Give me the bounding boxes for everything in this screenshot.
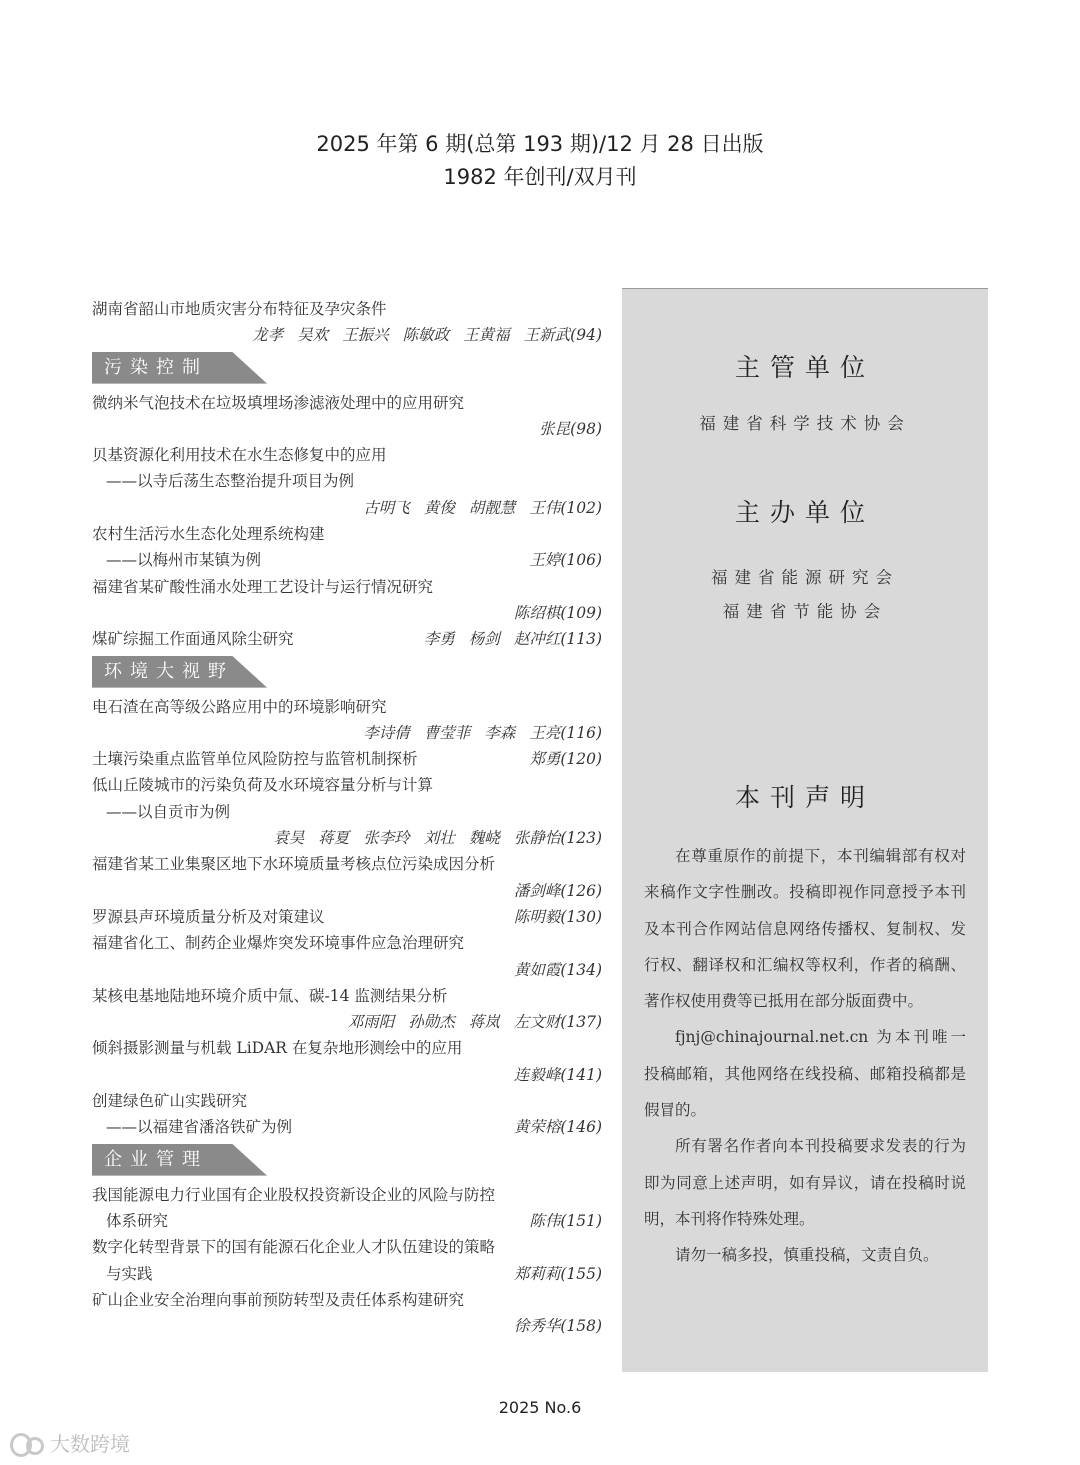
article-title: 倾斜摄影测量与机载 LiDAR 在复杂地形测绘中的应用 — [92, 1039, 463, 1058]
toc-entry[interactable] — [92, 296, 602, 349]
author-name: 蒋夏 — [318, 829, 350, 848]
toc-entry[interactable] — [92, 1088, 602, 1141]
article-title: 我国能源电力行业国有企业股权投资新设企业的风险与防控 — [92, 1185, 496, 1204]
watermark-logo-icon — [8, 1429, 46, 1457]
founding-line: 1982 年创刊/双月刊 — [443, 165, 637, 189]
author-name: 孙勋杰 — [408, 1013, 455, 1032]
notice-paragraph: fjnj@chinajournal.net.cn 为本刊唯一投稿邮箱，其他网络在线投稿、邮箱投稿都是假冒的。 — [644, 1028, 966, 1120]
article-title-continued: 体系研究 — [106, 1211, 169, 1230]
article-authors — [514, 1114, 602, 1140]
section-title: 企业管理 — [104, 1148, 208, 1170]
article-authors — [514, 1261, 602, 1287]
toc-entry[interactable] — [92, 904, 602, 930]
toc-entry-row — [92, 468, 602, 494]
toc-entry[interactable] — [92, 930, 602, 983]
section-header — [92, 1144, 267, 1176]
article-title-continued: 与实践 — [106, 1264, 153, 1283]
notice-paragraph: 在尊重原作的前提下，本刊编辑部有权对来稿作文字性删改。投稿即视作同意授予本刊及本刊合作网站信息网络传播权、复制权、发行权、翻译权和汇编权等权利，作者的稿酬、著作权使用费等已抵用在部分版面费中。 — [644, 847, 966, 1011]
sponsor-org-1: 福建省能源研究会 — [711, 568, 899, 587]
article-title: 电石渣在高等级公路应用中的环境影响研究 — [92, 697, 387, 716]
toc-entry-row — [92, 1114, 602, 1140]
author-name: 张昆(98) — [539, 419, 602, 438]
author-name: 黄荣榕(146) — [513, 1118, 602, 1137]
article-title: 罗源县声环境质量分析及对策建议 — [92, 907, 325, 926]
issue-line: 2025 年第 6 期(总第 193 期)/12 月 28 日出版 — [316, 132, 764, 156]
article-title: 福建省化工、制药企业爆炸突发环境事件应急治理研究 — [92, 934, 465, 953]
notice-body — [644, 838, 966, 1274]
author-name: 蒋岚 — [468, 1013, 500, 1032]
article-title: 煤矿综掘工作面通风除尘研究 — [92, 630, 294, 649]
article-authors — [92, 600, 602, 626]
toc-entry-row — [92, 547, 602, 573]
article-authors — [92, 322, 602, 348]
author-name: 刘壮 — [423, 829, 455, 848]
author-name: 王黄福 — [463, 326, 510, 345]
article-subtitle: ——以自贡市为例 — [106, 802, 231, 821]
toc-entry[interactable] — [92, 1287, 602, 1340]
article-title: 矿山企业安全治理向事前预防转型及责任体系构建研究 — [92, 1290, 465, 1309]
author-name: 王伟(102) — [529, 498, 602, 517]
author-name: 张李玲 — [363, 829, 410, 848]
author-name: 黄俊 — [423, 498, 455, 517]
article-authors — [529, 547, 602, 573]
author-name: 郑勇(120) — [529, 750, 602, 769]
toc-entry-row — [92, 746, 602, 772]
author-name: 邓雨阳 — [347, 1013, 395, 1032]
article-title: 农村生活污水生态化处理系统构建 — [92, 525, 325, 544]
article-title: 低山丘陵城市的污染负荷及水环境容量分析与计算 — [92, 776, 434, 795]
issue-header — [0, 128, 1080, 194]
sponsor-org-2: 福建省节能协会 — [722, 602, 888, 621]
article-authors — [92, 720, 602, 746]
section-title: 环境大视野 — [104, 660, 234, 682]
article-title: 数字化转型背景下的国有能源石化企业人才队伍建设的策略 — [92, 1238, 496, 1257]
toc-entry[interactable] — [92, 851, 602, 904]
article-title: 贝基资源化利用技术在水生态修复中的应用 — [92, 446, 387, 465]
author-name: 袁昊 — [273, 829, 305, 848]
author-name: 王婷(106) — [529, 551, 602, 570]
table-of-contents — [92, 296, 602, 1339]
author-name: 王振兴 — [342, 326, 389, 345]
article-title: 湖南省韶山市地质灾害分布特征及孕灾条件 — [92, 300, 387, 318]
toc-entry[interactable] — [92, 1182, 602, 1235]
author-name: 黄如霞(134) — [513, 960, 602, 979]
toc-entry[interactable] — [92, 521, 602, 574]
toc-entry-row — [92, 1208, 602, 1234]
article-authors — [92, 1062, 602, 1088]
section-header — [92, 656, 267, 688]
author-name: 胡靓慧 — [468, 498, 516, 517]
toc-entry[interactable] — [92, 1234, 602, 1287]
author-name: 古明飞 — [363, 498, 410, 517]
author-name: 李诗倩 — [363, 723, 410, 742]
toc-entry-row — [92, 904, 602, 930]
article-authors — [92, 878, 602, 904]
article-title: 土壤污染重点监管单位风险防控与监管机制探析 — [92, 750, 418, 769]
panel-top-rule — [622, 288, 988, 289]
sponsor-heading: 主办单位 — [734, 498, 875, 527]
author-name: 陈敏政 — [402, 326, 450, 345]
author-name: 李森 — [484, 723, 516, 742]
watermark-text: 大数跨境 — [50, 1432, 130, 1456]
author-name: 陈伟(151) — [529, 1211, 602, 1230]
author-name: 吴欢 — [297, 326, 329, 345]
article-authors — [92, 1313, 602, 1339]
article-title: 创建绿色矿山实践研究 — [92, 1092, 248, 1111]
toc-entry[interactable] — [92, 983, 602, 1036]
article-title: 福建省某矿酸性涌水处理工艺设计与运行情况研究 — [92, 577, 434, 596]
author-name: 龙孝 — [252, 326, 284, 345]
sidebar-panel — [622, 288, 988, 1372]
author-name: 赵冲红(113) — [513, 630, 602, 649]
toc-entry[interactable] — [92, 1035, 602, 1088]
author-name: 张静怡(123) — [513, 829, 602, 848]
author-name: 李勇 — [423, 630, 455, 649]
article-title: 某核电基地陆地环境介质中氚、碳-14 监测结果分析 — [92, 986, 448, 1005]
notice-heading: 本刊声明 — [734, 783, 875, 812]
article-title: 微纳米气泡技术在垃圾填埋场渗滤液处理中的应用研究 — [92, 393, 465, 412]
author-name: 陈绍棋(109) — [513, 603, 602, 622]
article-authors — [92, 957, 602, 983]
article-authors — [529, 746, 602, 772]
watermark — [8, 1428, 130, 1457]
article-title: 福建省某工业集聚区地下水环境质量考核点位污染成因分析 — [92, 855, 496, 874]
notice-paragraph: 请勿一稿多投，慎重投稿，文责自负。 — [675, 1246, 939, 1265]
toc-entry[interactable] — [92, 746, 602, 772]
author-name: 王新武(94) — [523, 326, 602, 345]
toc-entry-row — [92, 1261, 602, 1287]
author-name: 魏峣 — [468, 829, 500, 848]
section-header — [92, 352, 267, 384]
author-name: 徐秀华(158) — [513, 1317, 602, 1336]
notice-paragraph: 所有署名作者向本刊投稿要求发表的行为即为同意上述声明，如有异议，请在投稿时说明，本刊将作特殊处理。 — [644, 1137, 966, 1228]
toc-entry[interactable] — [92, 390, 602, 443]
article-authors — [529, 1208, 602, 1234]
supervisor-heading: 主管单位 — [734, 353, 875, 382]
author-name: 曹莹菲 — [423, 723, 471, 742]
article-authors — [514, 904, 602, 930]
section-title: 污染控制 — [104, 356, 208, 378]
article-subtitle: ——以梅州市某镇为例 — [106, 551, 262, 570]
author-name: 左文财(137) — [513, 1013, 602, 1032]
toc-entry[interactable] — [92, 574, 602, 627]
article-subtitle: ——以寺后荡生态整治提升项目为例 — [106, 472, 355, 491]
page-footer: 2025 No.6 — [498, 1398, 582, 1417]
toc-entry-row — [92, 799, 602, 825]
article-authors — [92, 1009, 602, 1035]
supervisor-org: 福建省科学技术协会 — [699, 414, 911, 433]
article-authors — [92, 416, 602, 442]
article-authors — [92, 825, 602, 851]
toc-entry[interactable] — [92, 626, 602, 652]
author-name: 郑莉莉(155) — [513, 1264, 602, 1283]
article-subtitle: ——以福建省潘洛铁矿为例 — [106, 1118, 293, 1137]
author-name: 潘剑峰(126) — [513, 881, 602, 900]
author-name: 连毅峰(141) — [513, 1065, 602, 1084]
toc-entry[interactable] — [92, 694, 602, 747]
article-authors — [92, 495, 602, 521]
article-authors — [424, 626, 602, 652]
author-name: 杨剑 — [468, 630, 500, 649]
toc-entry-row — [92, 626, 602, 652]
toc-entry[interactable] — [92, 442, 602, 521]
toc-entry[interactable] — [92, 772, 602, 851]
author-name: 陈明毅(130) — [513, 907, 602, 926]
author-name: 王亮(116) — [529, 723, 602, 742]
